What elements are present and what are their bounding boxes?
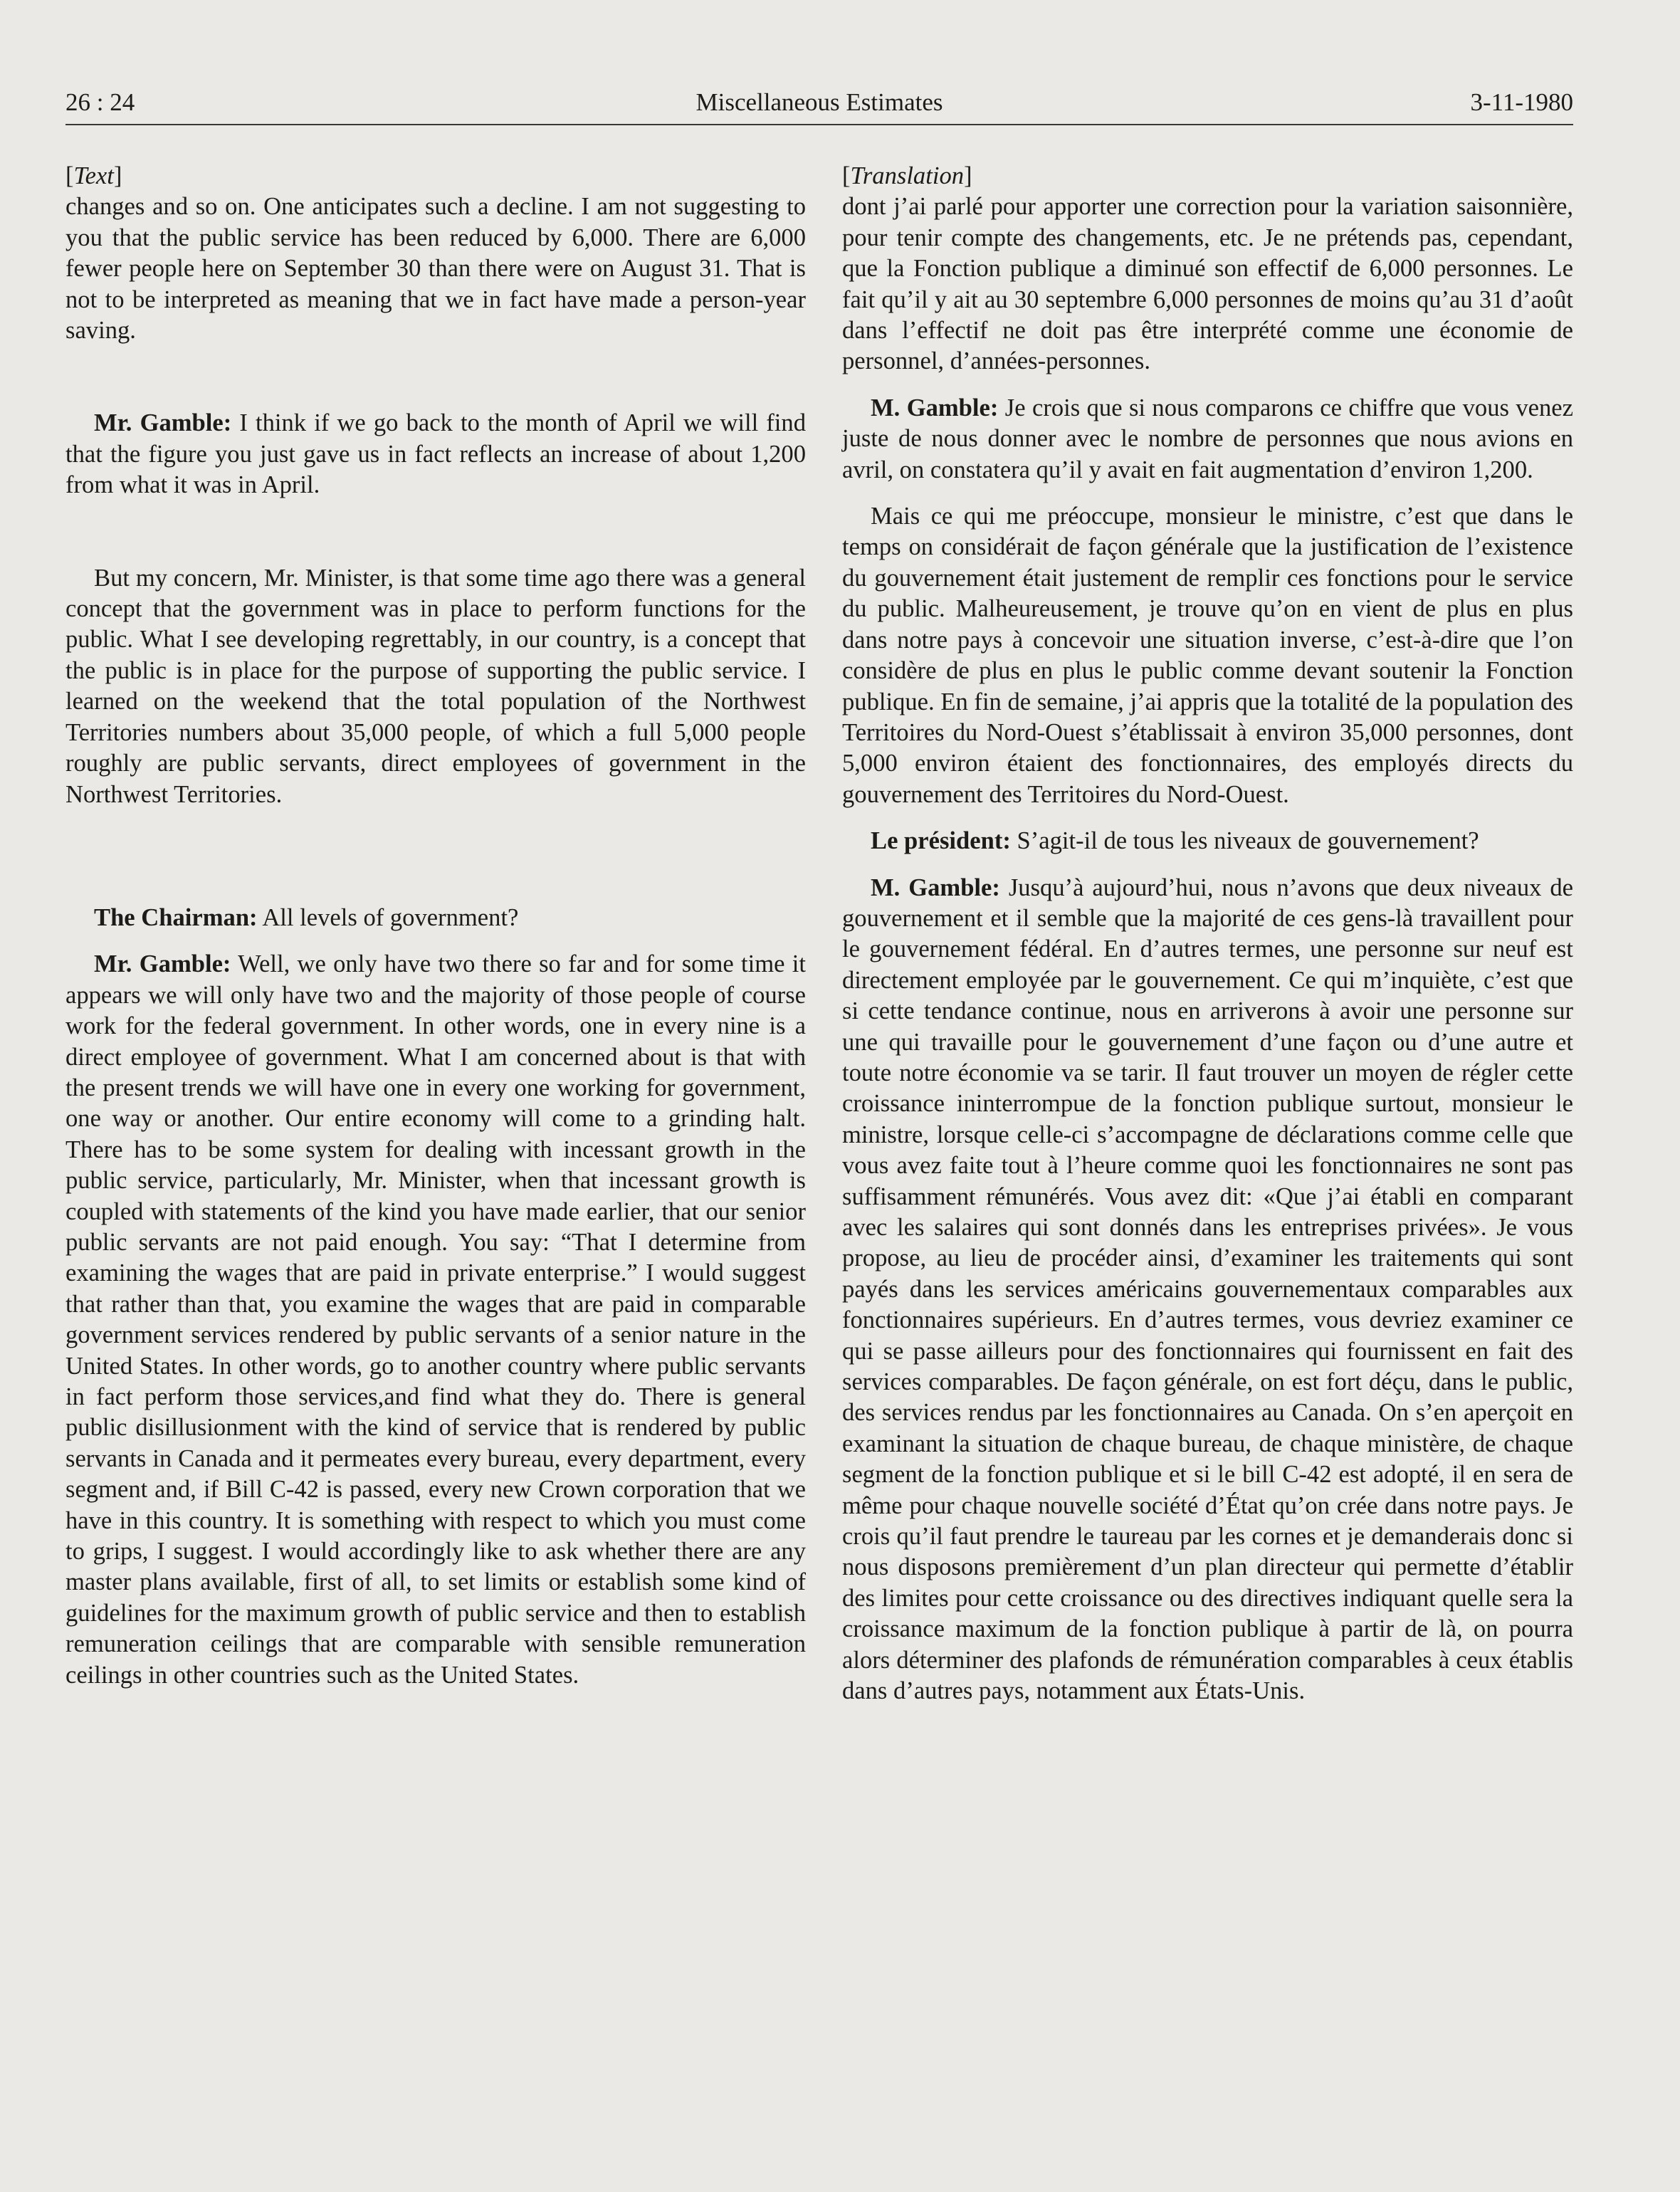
speaker-name: M. Gamble:	[871, 394, 999, 421]
speaker-name: Mr. Gamble:	[94, 409, 232, 437]
speaker-name: M. Gamble:	[871, 874, 1000, 901]
french-paragraph-1: dont j’ai parlé pour apporter une correction pour la variation saisonnière, pour tenir compte des changements, etc. Je ne prétends pas, cependant, que la Fonction publique a diminué son effectif de 6,000 personnes. Le fait qu’il y ait au 30 septembre 6,000 personnes de moins qu’au 31 d’août dans l’effectif ne doit pas être interprété comme une économie de personnel, d’années-personnes.	[842, 193, 1573, 375]
french-column	[842, 161, 1573, 1707]
english-paragraph-2: Mr. Gamble: I think if we go back to the month of April we will find that the figure you just gave us in fact reflects an increase of about 1,200 from what it was in April.	[65, 409, 806, 499]
page-number: 26 : 24	[65, 88, 135, 116]
french-paragraph-5: M. Gamble: Jusqu’à aujourd’hui, nous n’avons que deux niveaux de gouvernement et il semble que la majorité de ces gens-là travaillent pour le gouvernement fédéral. En d’autres termes, une personne sur neuf est directement employée par le gouvernement. Ce qui m’inquiète, c’est que si cette tendance continue, nous en arriverons à avoir une personne sur une qui travaille pour le gouvernement d’une façon ou d’une autre et toute notre économie va se tarir. Il faut trouver un moyen de régler cette croissance ininterrompue de la fonction publique surtout, monsieur le ministre, lorsque celle-ci s’accompagne de déclarations comme celle que vous avez faite tout à l’heure comme quoi les fonctionnaires ne sont pas suffisamment rémunérés. Vous avez dit: «Que j’ai établi en comparant avec les salaires qui sont donnés dans les entreprises privées». Je vous propose, au lieu de procéder ainsi, d’examiner les traitements qui sont payés dans les services américains gouvernementaux comparables aux fonctionnaires supérieurs. En d’autres termes, vous devriez examiner ce qui se passe ailleurs pour des fonctionnaires qui fournissent en fait des services comparables. De façon générale, on est fort déçu, dans le public, des services rendus par les fonctionnaires au Canada. On s’en aperçoit en examinant la situation de chaque bureau, de chaque ministère, de chaque segment de la fonction publique et si le bill C-42 est adopté, il en sera de même pour chaque nouvelle société d’État qu’on crée dans notre pays. Je crois qu’il faut prendre le taureau par les cornes et je demanderais donc si nous disposons premièrement d’un plan directeur qui permette d’établir des limites pour cette croissance ou des directives indiquant quelle sera la croissance maximum de la fonction publique à partir de là, on pourra alors déterminer des plafonds de rémunération comparables à ceux établis dans d’autres pays, notamment aux États-Unis.	[842, 874, 1573, 1705]
english-column	[65, 161, 806, 1691]
french-paragraph-4: Le président: S’agit-il de tous les niveaux de gouvernement?	[871, 827, 1479, 855]
english-paragraph-3: But my concern, Mr. Minister, is that some time ago there was a general concept that the government was in place to perform functions for the public. What I see developing regrettably, in our country, is a concept that the public is in place for the purpose of supporting the public service. I learned on the weekend that the total population of the Northwest Territories numbers about 35,000 people, of which a full 5,000 people roughly are public servants, direct employees of government in the Northwest Territories.	[65, 564, 806, 808]
speaker-name: The Chairman:	[94, 903, 258, 931]
header-date: 3-11-1980	[1470, 88, 1573, 116]
french-paragraph-3: Mais ce qui me préoccupe, monsieur le ministre, c’est que dans le temps on considérait de façon générale que la justification de l’existence du gouvernement était justement de remplir ces fonctions pour le service du public. Malheureusement, je trouve qu’on en vient de plus en plus dans notre pays à concevoir une situation inverse, c’est-à-dire que l’on considère de plus en plus le public comme devant soutenir la Fonction publique. En fin de semaine, j’ai appris que la totalité de la population des Territoires du Nord-Ouest s’établissait à environ 35,000 personnes, dont 5,000 environ étaient des fonctionnaires, des employés directs du gouvernement des Territoires du Nord-Ouest.	[842, 503, 1573, 808]
french-paragraph-2: M. Gamble: Je crois que si nous comparons ce chiffre que vous venez juste de nous donner avec le nombre de personnes que nous avions en avril, on constatera qu’il y avait en fait augmentation d’environ 1,200.	[842, 394, 1573, 483]
translation-label: [Translation]	[842, 162, 972, 189]
text-label: [Text]	[65, 162, 122, 189]
page-header	[65, 84, 1573, 125]
speaker-name: Mr. Gamble:	[94, 950, 231, 978]
english-paragraph-4: The Chairman: All levels of government?	[94, 903, 519, 931]
running-title: Miscellaneous Estimates	[695, 88, 943, 116]
english-paragraph-1: changes and so on. One anticipates such a decline. I am not suggesting to you that the public service has been reduced by 6,000. There are 6,000 fewer people here on September 30 than there were on August 31. That is not to be interpreted as meaning that we in fact have made a person-year saving.	[65, 193, 806, 345]
speaker-name: Le président:	[871, 827, 1011, 855]
english-paragraph-5: Mr. Gamble: Well, we only have two there so far and for some time it appears we will only have two and the majority of those people of course work for the federal government. In other words, one in every nine is a direct employee of government. What I am concerned about is that with the present trends we will have one in every one working for government, one way or another. Our entire economy will come to a grinding halt. There has to be some system for dealing with incessant growth in the public service, particularly, Mr. Minister, when that incessant growth is coupled with statements of the kind you have made earlier, that our senior public servants are not paid enough. You say: “That I determine from examining the wages that are paid in private enterprise.” I would suggest that rather than that, you examine the wages that are paid in comparable government services rendered by public servants of a senior nature in the United States. In other words, go to another country where public servants in fact perform those services,and find what they do. There is general public disillusionment with the kind of service that is rendered by public servants in Canada and it permeates every bureau, every department, every segment and, if Bill C-42 is passed, every new Crown corporation that we have in this country. It is something with respect to which you must come to grips, I suggest. I would accordingly like to ask whether there are any master plans available, first of all, to set limits or establish some kind of guidelines for the maximum growth of public service and then to establish remuneration ceilings that are comparable with sensible remuneration ceilings in other countries such as the United States.	[65, 950, 806, 1689]
